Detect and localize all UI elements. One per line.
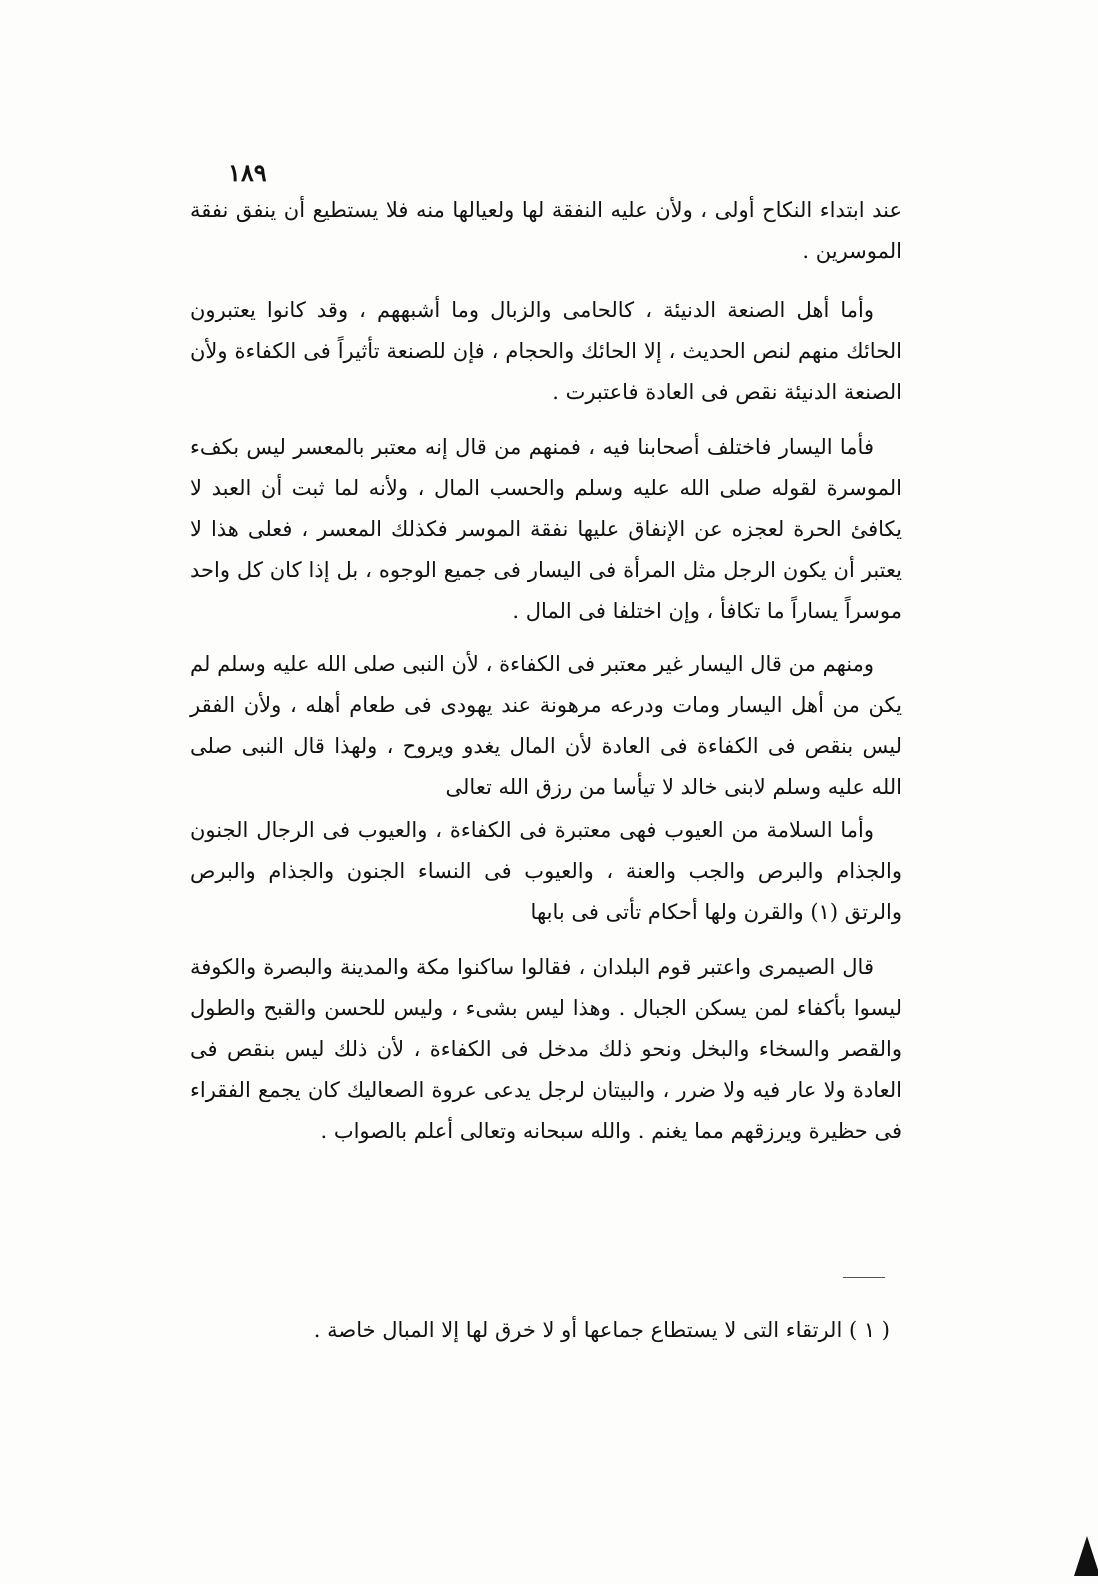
footnote: ( ١ ) الرتقاء التى لا يستطاع جماعها أو لا خرق لها إلا المبال خاصة .: [313, 1318, 890, 1342]
paragraph-6: قال الصيمرى واعتبر قوم البلدان ، فقالوا ساكنوا مكة والمدينة والبصرة والكوفة ليسوا بأكفاء لمن يسكن الجبال . وهذا ليس بشىء ، وليس للحسن والقبح والطول والقصر والسخاء والبخل ونحو ذلك مدخل فى الكفاءة ، لأن ذلك ليس بنقص فى العادة ولا عار فيه ولا ضرر ، والبيتان لرجل يدعى عروة الصعاليك كان يجمع الفقراء فى حظيرة ويرزقهم مما يغنم . والله سبحانه وتعالى أعلم بالصواب .: [190, 955, 902, 1143]
paragraph-1: عند ابتداء النكاح أولى ، ولأن عليه النفقة لها ولعيالها منه فلا يستطيع أن ينفق نفقة الموسرين .: [190, 198, 902, 263]
footnote-divider: [843, 1277, 885, 1278]
paragraph-2: وأما أهل الصنعة الدنيئة ، كالحامى والزبال وما أشبههم ، وقد كانوا يعتبرون الحائك منهم لنص الحديث ، إلا الحائك والحجام ، فإن للصنعة تأثيراً فى الكفاءة ولأن الصنعة الدنيئة نقص فى العادة فاعتبرت .: [190, 298, 902, 404]
page-number: ١٨٩: [228, 158, 267, 187]
paragraph-5: وأما السلامة من العيوب فهى معتبرة فى الكفاءة ، والعيوب فى الرجال الجنون والجذام والبرص والجب والعنة ، والعيوب فى النساء الجنون والجذام والبرص والرتق (١) والقرن ولها أحكام تأتى فى بابها: [190, 818, 902, 924]
corner-triangle-icon: [1074, 1536, 1098, 1576]
paragraph-4: ومنهم من قال اليسار غير معتبر فى الكفاءة ، لأن النبى صلى الله عليه وسلم لم يكن من أهل اليسار ومات ودرعه مرهونة عند يهودى فى طعام أهله ، ولأن الفقر ليس بنقص فى الكفاءة فى العادة لأن المال يغدو ويروح ، ولهذا قال النبى صلى الله عليه وسلم لابنى خالد لا تيأسا من رزق الله تعالى: [190, 652, 902, 799]
paragraph-3: فأما اليسار فاختلف أصحابنا فيه ، فمنهم من قال إنه معتبر بالمعسر ليس بكفء الموسرة لقوله صلى الله عليه وسلم والحسب المال ، ولأنه لما ثبت أن العبد لا يكافئ الحرة لعجزه عن الإنفاق عليها نفقة الموسر فكذلك المعسر ، فعلى هذا لا يعتبر أن يكون الرجل مثل المرأة فى اليسار فى جميع الوجوه ، بل إذا كان كل واحد موسراً يساراً ما تكافأ ، وإن اختلفا فى المال .: [190, 435, 902, 623]
main-text: [190, 190, 902, 1152]
